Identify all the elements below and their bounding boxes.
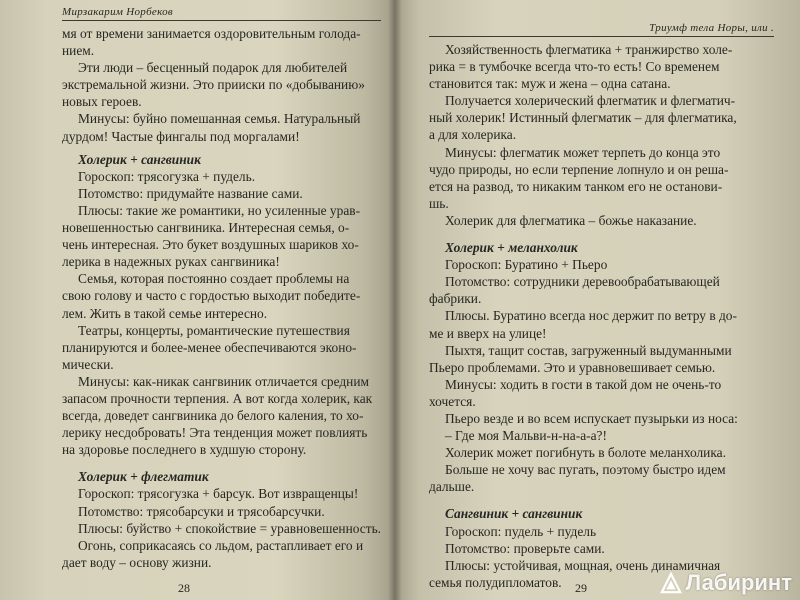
text-line: новых героев. <box>62 94 142 110</box>
text-line: дурдом! Частые фингалы под моргалами! <box>62 128 300 144</box>
text-line: Хозяйственность флегматика + транжирство холе- <box>445 42 733 57</box>
section-heading: Холерик + меланхолик <box>445 240 578 256</box>
text-line: всегда, доведет сангвиника до белого каления, то хо- <box>62 408 364 424</box>
text-line: Плюсы: такие же романтики, но усиленные урав- <box>78 202 361 218</box>
text-line: Плюсы. Буратино всегда нос держит по ветру в до- <box>445 308 737 324</box>
text-line: Холерик для флегматика – божье наказание. <box>445 212 697 228</box>
text-line: Потомство: сотрудники деревообрабатывающей <box>445 274 720 290</box>
right-page-number: 29 <box>575 581 587 595</box>
section-heading: Холерик + сангвиник <box>78 151 201 167</box>
text-line: лерику несдобровать! Эта тенденция может повлиять <box>62 425 368 441</box>
watermark <box>660 570 792 596</box>
text-line: нием. <box>62 43 95 59</box>
section-heading: Сангвиник + сангвиник <box>445 506 583 522</box>
text-line: запасом прочности терпения. А вот когда холерик, как <box>62 390 373 406</box>
text-line: рика = в тумбочке всегда что-то есть! Со временем <box>429 59 720 75</box>
text-line: лерика в надежных руках сангвиника! <box>62 254 280 270</box>
text-line: фабрики. <box>429 291 482 307</box>
watermark-text: Лабиринт <box>685 570 792 595</box>
text-line: мически. <box>62 356 114 372</box>
text-line: а для холерика. <box>429 127 517 143</box>
text-line: Холерик может погибнуть в болоте меланхолика. <box>445 445 726 461</box>
text-line: семья полудипломатов. <box>429 574 562 590</box>
text-line: Плюсы: устойчивая, мощная, очень динамичная <box>445 557 721 573</box>
text-line: новешенностью сангвиника. Интересная семья, о- <box>62 220 350 236</box>
text-line: Театры, концерты, романтические путешествия <box>78 322 350 338</box>
text-line: Эти люди – бесценный подарок для любителей <box>78 60 348 76</box>
left-page-body <box>62 25 381 571</box>
left-running-head: Мирзакарим Норбеков <box>62 6 381 21</box>
text-line: лем. Жить в такой семье интересно. <box>62 305 268 321</box>
text-line: Огонь, соприкасаясь со льдом, растапливает его и <box>78 537 364 553</box>
text-line: Потомство: трясобарсуки и трясобарсучки. <box>78 503 325 519</box>
text-line: Минусы: буйно помешанная семья. Натуральный <box>78 111 361 127</box>
text-line: свою голову и часто с гордостью выходит победите- <box>62 288 361 304</box>
text-line: Гороскоп: Буратино + Пьеро <box>445 257 608 273</box>
text-line: Пьеро проблемами. Это и уравновешивает семью. <box>429 359 716 375</box>
text-line: Плюсы: буйство + спокойствие = уравновешенность. <box>78 520 381 536</box>
text-line: Получается холерический флегматик и флегматич- <box>445 93 736 109</box>
text-line: Минусы: как-никак сангвиник отличается средним <box>78 373 369 389</box>
text-line: экстремальной жизни. Это прииски по «добыванию» <box>62 77 365 93</box>
text-line: Минусы: ходить в гости в такой дом не очень-то <box>445 376 722 392</box>
text-line: – Где моя Мальви-н-на-а-а?! <box>445 428 607 444</box>
text-line: ется на развод, то никаким танком его не останови- <box>429 178 723 194</box>
text-line: ный холерик! Истинный флегматик – для флегматика, <box>429 110 737 126</box>
left-page-number: 28 <box>178 581 190 595</box>
text-line: Пьеро везде и во всем испускает пузырьки из носа: <box>445 410 738 426</box>
right-page-body <box>429 41 774 591</box>
text-line: дальше. <box>429 479 475 495</box>
text-line: становится так: муж и жена – одна сатана. <box>429 76 671 92</box>
left-page <box>0 0 395 600</box>
text-line: Минусы: флегматик может терпеть до конца это <box>445 144 721 160</box>
text-line: чудо природы, но если терпение лопнуло и он реша- <box>429 161 729 177</box>
text-line: Потомство: проверьте сами. <box>445 540 605 556</box>
text-line: на здоровье последнего в худшую сторону. <box>62 442 307 458</box>
text-line: Гороскоп: трясогузка + барсук. Вот извращенцы! <box>78 486 359 502</box>
right-running-head: Триумф тела Норы, или . <box>429 22 774 37</box>
right-page <box>395 0 800 600</box>
text-line: Гороскоп: трясогузка + пудель. <box>78 168 256 184</box>
text-line: хочется. <box>429 393 476 409</box>
text-line: чень интересная. Это букет воздушных шариков хо- <box>62 237 359 253</box>
book-gutter-shadow <box>388 0 402 600</box>
text-line: планируются и более-менее обеспечиваются эконо- <box>62 339 357 355</box>
text-line: Пыхтя, тащит состав, загруженный выдуманными <box>445 342 732 358</box>
section-heading: Холерик + флегматик <box>78 469 209 485</box>
text-line: Гороскоп: пудель + пудель <box>445 523 597 539</box>
text-line: шь. <box>429 195 449 211</box>
text-line: Потомство: придумайте название сами. <box>78 185 303 201</box>
text-line: ме и вверх на улице! <box>429 325 547 341</box>
text-line: Семья, которая постоянно создает проблемы на <box>78 271 350 287</box>
text-line: дает воду – основу жизни. <box>62 554 212 570</box>
text-line: мя от времени занимается оздоровительным голода- <box>62 26 361 41</box>
labirint-logo-icon <box>660 572 682 594</box>
text-line: Больше не хочу вас пугать, поэтому быстро идем <box>445 462 726 478</box>
